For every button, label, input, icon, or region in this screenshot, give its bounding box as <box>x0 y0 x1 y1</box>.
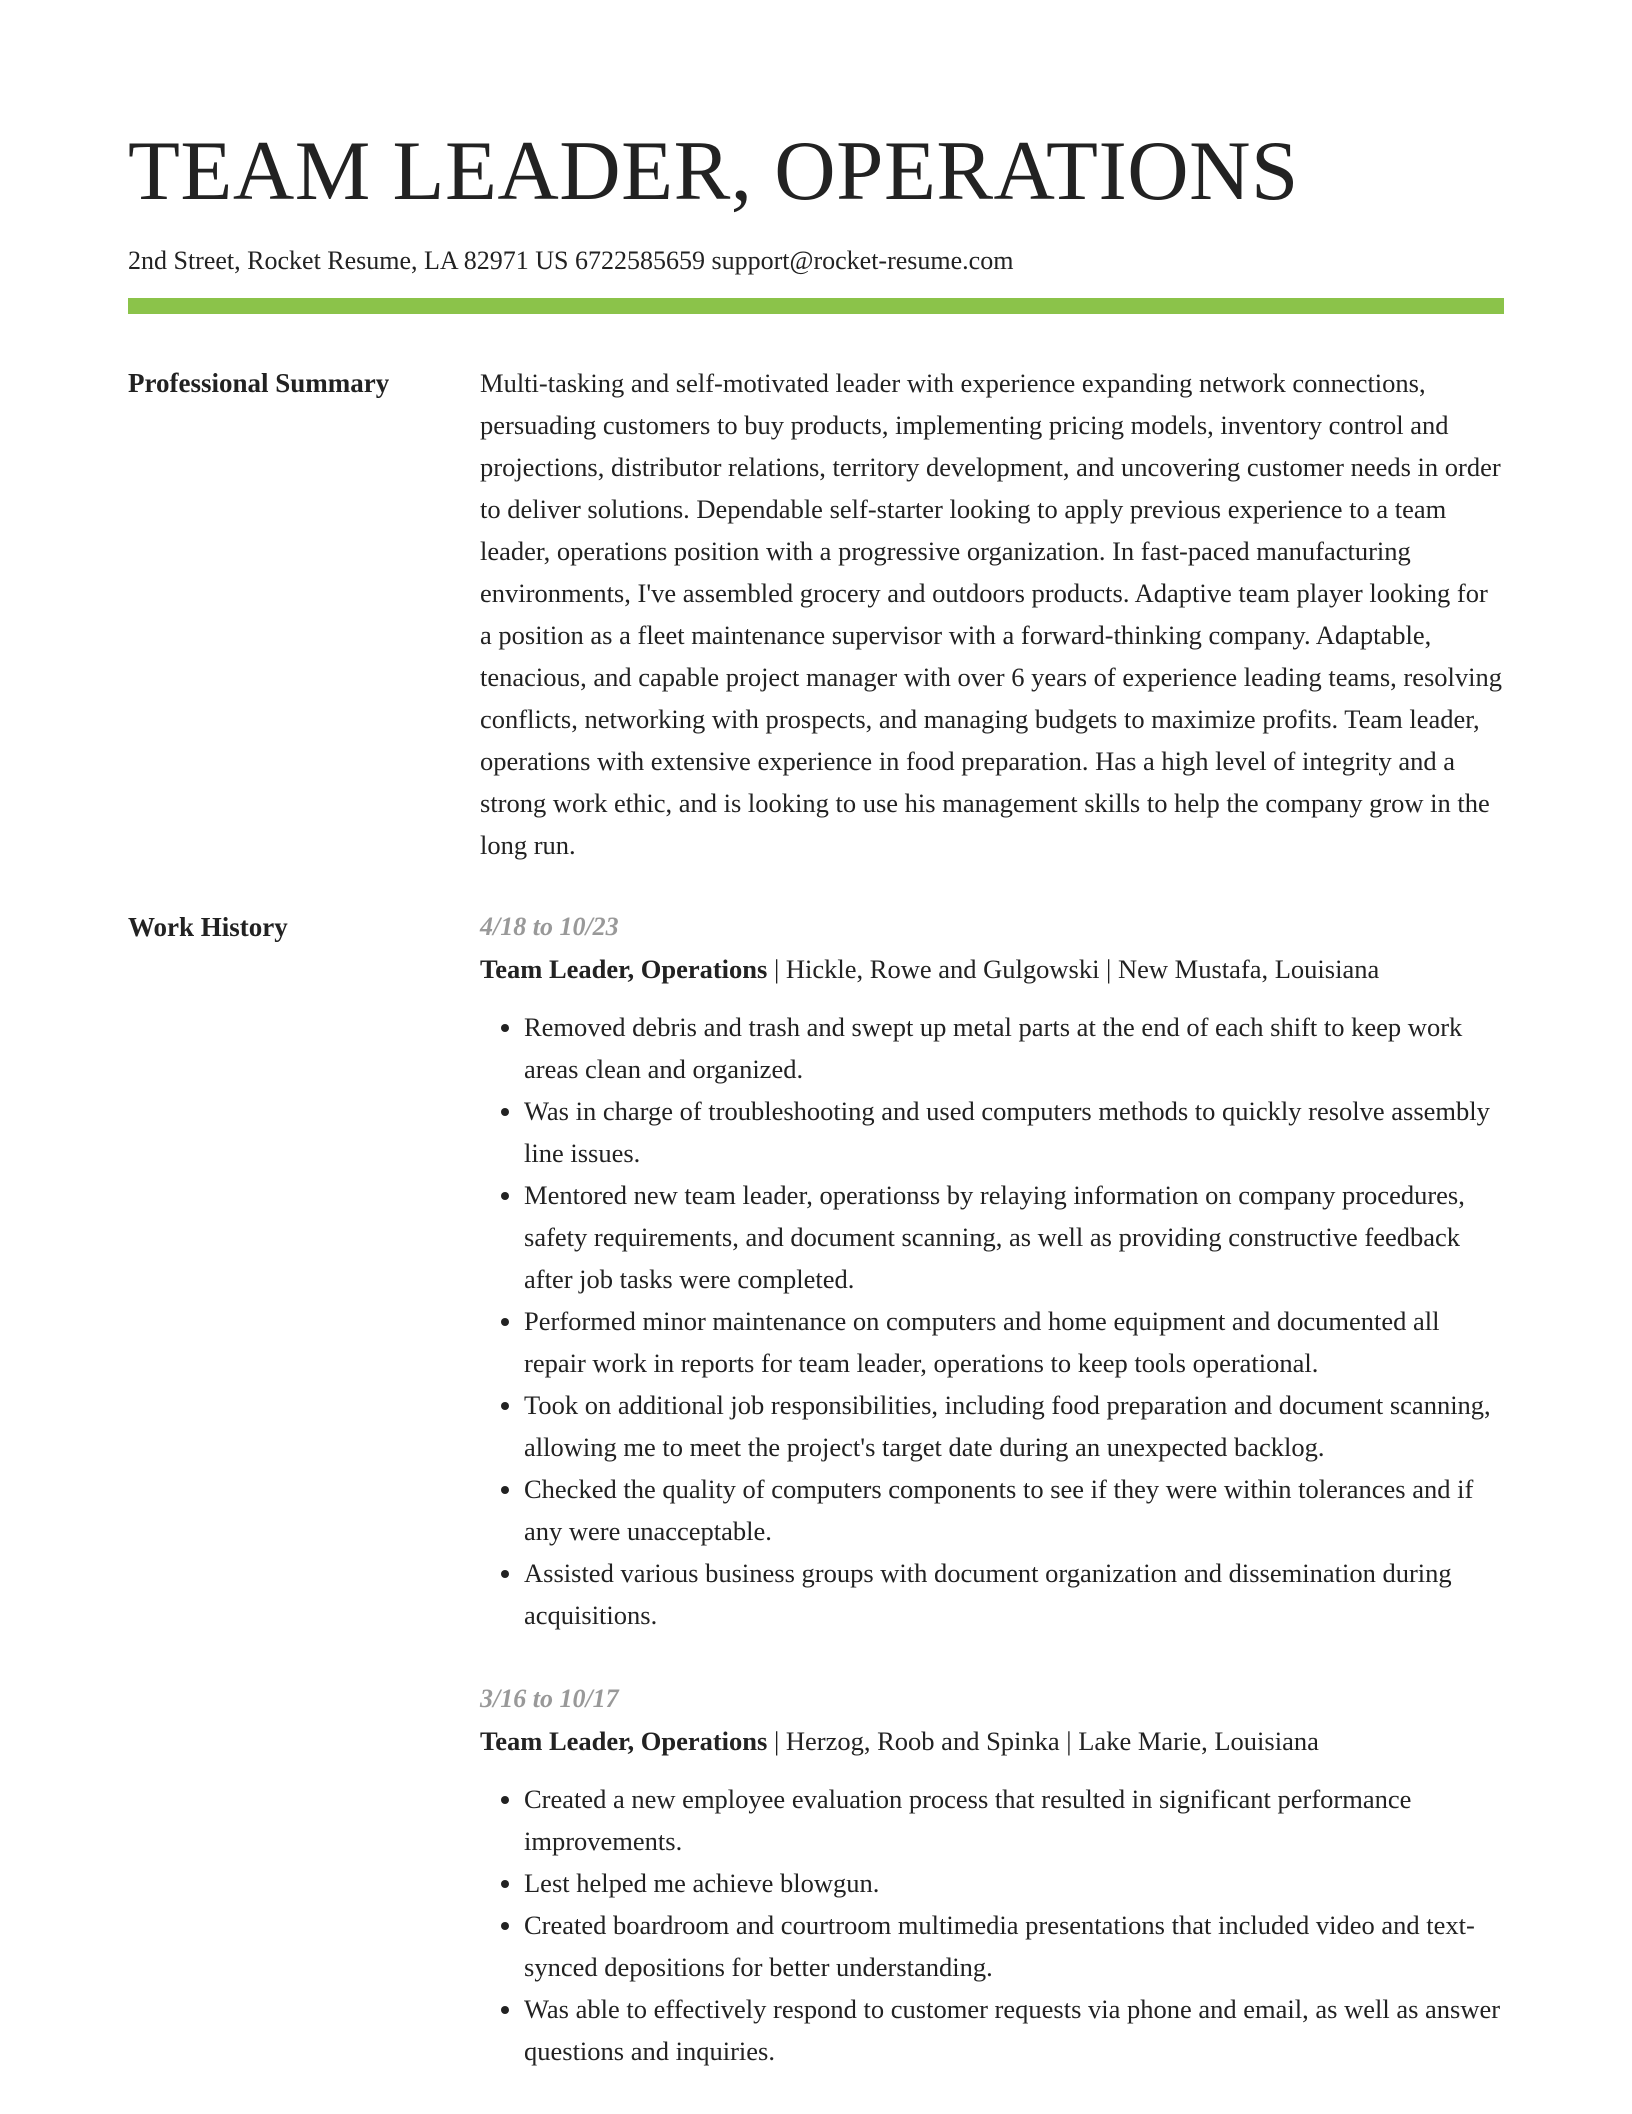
section-label-work: Work History <box>128 912 288 942</box>
job-dates: 3/16 to 10/17 <box>480 1684 619 1713</box>
job-bullet: • Created boardroom and courtroom multimedia presentations that included video and text-synced depositions for better understanding. <box>524 1904 1504 1988</box>
job-title: Team Leader, Operations <box>480 954 768 984</box>
job-bullet: • Performed minor maintenance on computers and home equipment and documented all repair work in reports for team leader, operations to keep tools operational. <box>524 1300 1504 1384</box>
section-label-summary: Professional Summary <box>128 368 390 398</box>
job-title-line <box>480 1720 1504 1762</box>
contact-line: 2nd Street, Rocket Resume, LA 82971 US 6722585659 support@rocket-resume.com <box>128 246 1014 275</box>
job-bullet: • Was able to effectively respond to customer requests via phone and email, as well as answer questions and inquiries. <box>524 1988 1504 2072</box>
job-bullet-list <box>480 1778 1504 2072</box>
job-title: Team Leader, Operations <box>480 1726 768 1756</box>
job-bullet-list <box>480 1006 1504 1636</box>
accent-divider <box>128 298 1504 314</box>
professional-summary-section <box>128 362 1504 866</box>
job-bullet: • Took on additional job responsibilities, including food preparation and document scanning, allowing me to meet the project's target date during an unexpected backlog. <box>524 1384 1504 1468</box>
job-bullet: • Assisted various business groups with document organization and dissemination during acquisitions. <box>524 1552 1504 1636</box>
job-entry <box>480 1678 1504 2072</box>
job-employer-location: | Herzog, Roob and Spinka | Lake Marie, Louisiana <box>767 1726 1319 1756</box>
job-employer-location: | Hickle, Rowe and Gulgowski | New Mustafa, Louisiana <box>767 954 1380 984</box>
job-title-line <box>480 948 1504 990</box>
job-bullet: • Was in charge of troubleshooting and used computers methods to quickly resolve assembly line issues. <box>524 1090 1504 1174</box>
job-dates: 4/18 to 10/23 <box>480 912 619 941</box>
job-bullet: • Removed debris and trash and swept up metal parts at the end of each shift to keep work areas clean and organized. <box>524 1006 1504 1090</box>
job-bullet: • Lest helped me achieve blowgun. <box>524 1862 1504 1904</box>
work-history-section <box>128 906 1504 2114</box>
job-bullet: • Mentored new team leader, operationss by relaying information on company procedures, safety requirements, and document scanning, as well as providing constructive feedback after job tasks were completed. <box>524 1174 1504 1300</box>
work-history-body <box>480 906 1504 2114</box>
resume-page <box>128 0 1504 2114</box>
summary-text: Multi-tasking and self-motivated leader with experience expanding network connections, persuading customers to buy products, implementing pricing models, inventory control and projections, distributor relations, territory development, and uncovering customer needs in order to deliver solutions. Dependable self-starter looking to apply previous experience to a team leader, operations position with a progressive organization. In fast-paced manufacturing environments, I've assembled grocery and outdoors products. Adaptive team player looking for a position as a fleet maintenance supervisor with a forward-thinking company. Adaptable, tenacious, and capable project manager with over 6 years of experience leading teams, resolving conflicts, networking with prospects, and managing budgets to maximize profits. Team leader, operations with extensive experience in food preparation. Has a high level of integrity and a strong work ethic, and is looking to use his management skills to help the company grow in the long run. <box>480 368 1503 860</box>
job-entry <box>480 906 1504 1636</box>
job-bullet: • Created a new employee evaluation process that resulted in significant performance improvements. <box>524 1778 1504 1862</box>
summary-body <box>480 362 1504 866</box>
resume-name: TEAM LEADER, OPERATIONS <box>128 124 1299 218</box>
job-bullet: • Checked the quality of computers components to see if they were within tolerances and if any were unacceptable. <box>524 1468 1504 1552</box>
